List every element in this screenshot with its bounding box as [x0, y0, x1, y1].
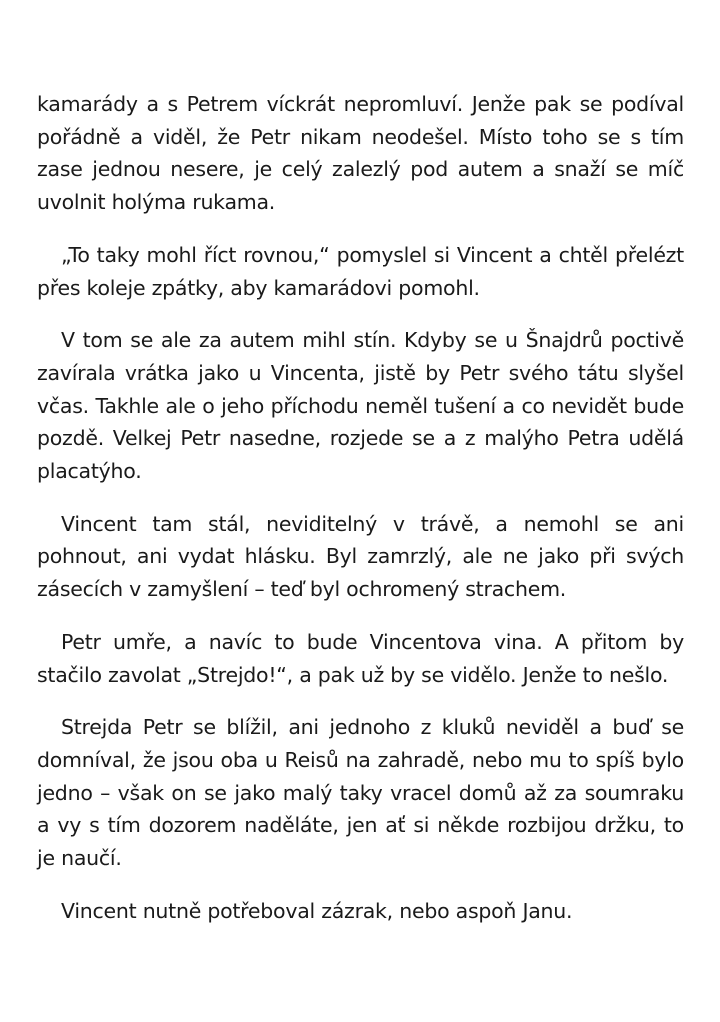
text-line: pohnout, ani vydat hlásku. Byl zamrzlý, ale ne jako při svých — [37, 544, 684, 569]
book-page-text — [37, 88, 684, 947]
text-line: Vincent tam stál, neviditelný v trávě, a nemohl se ani — [61, 511, 684, 536]
paragraph — [37, 895, 684, 928]
paragraph — [37, 239, 684, 304]
text-line: stačilo zavolat „Strejdo!“, a pak už by se vidělo. Jenže to — [37, 662, 603, 687]
text-line: Strejda Petr se blížil, ani jednoho z kluků neviděl a buď se — [61, 715, 684, 740]
text-line: tátu slyšel včas. Takhle ale o jeho příchodu neměl tušení a — [37, 360, 684, 418]
text-line: zásecích v zamyšlení – teď byl ochromený strachem. — [37, 577, 567, 602]
text-line: soumraku a vy s tím dozorem naděláte, jen ať si někde — [37, 780, 684, 838]
paragraph — [37, 88, 684, 219]
paragraph — [37, 508, 684, 606]
text-line: Vincent nutně potřeboval zázrak, nebo aspoň Janu. — [61, 898, 573, 923]
text-line: Petr umře, a navíc to bude Vincentova vina. A přitom by — [61, 629, 684, 654]
paragraph — [37, 324, 684, 488]
text-line: „To taky mohl říct rovnou,“ pomyslel si Vincent a chtěl — [61, 242, 608, 267]
text-line: podíval pořádně a viděl, že Petr nikam neodešel. Místo toho — [37, 92, 684, 149]
text-line: domníval, že jsou oba u Reisů na zahradě, nebo mu to spíš — [37, 747, 635, 772]
text-line: se s tím zase jednou nesere, je celý zalezlý pod autem a — [37, 124, 684, 182]
paragraph — [37, 711, 684, 875]
text-line: snaží se míč uvolnit holýma rukama. — [37, 157, 684, 215]
text-line: rozbijou držku, to je naučí. — [37, 813, 684, 871]
text-line: kamarády a s Petrem víckrát nepromluví. Jenže pak se — [37, 92, 603, 116]
paragraph — [37, 626, 684, 691]
text-line: poctivě zavírala vrátka jako u Vincenta, jistě by Petr svého — [37, 328, 684, 385]
text-line: co nevidět bude pozdě. Velkej Petr nasedne, rozjede se a z — [37, 393, 684, 451]
text-line: V tom se ale za autem mihl stín. Kdyby se u Šnajdrů — [61, 328, 603, 353]
text-line: přelézt přes koleje zpátky, aby kamarádovi pomohl. — [37, 242, 684, 300]
text-line: bylo jedno – však on se jako malý taky vracel domů až za — [37, 747, 684, 805]
text-line: nešlo. — [609, 662, 669, 687]
text-line: malýho Petra udělá placatýho. — [37, 426, 684, 484]
